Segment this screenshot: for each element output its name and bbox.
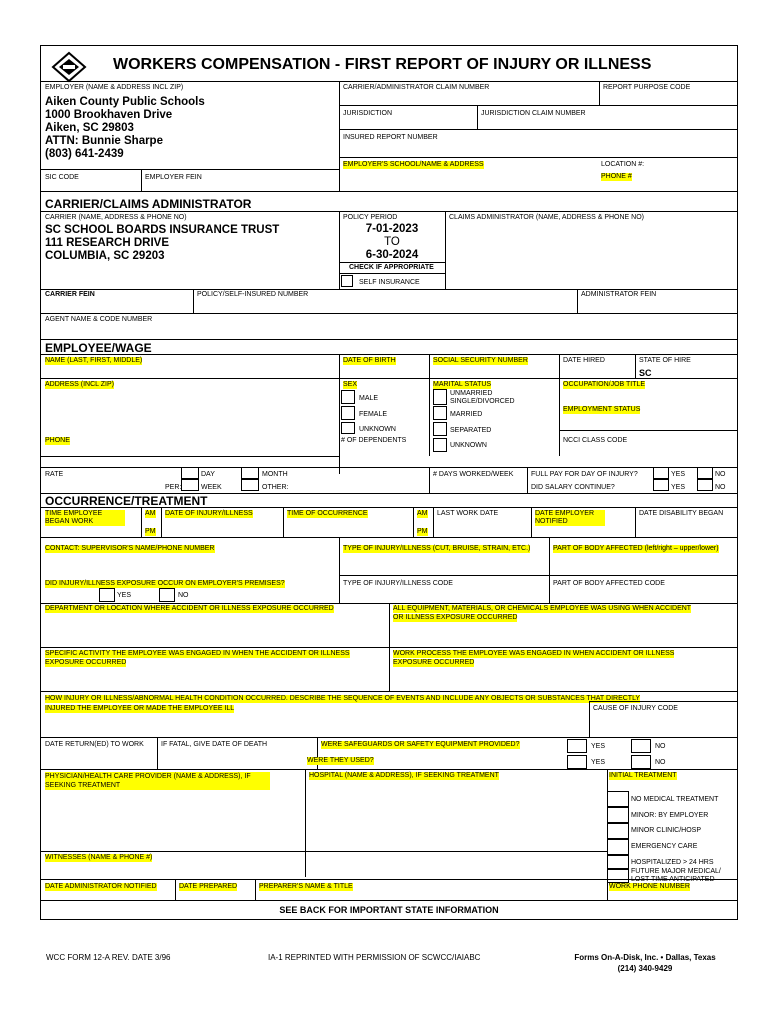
agent-label: AGENT NAME & CODE NUMBER [45, 316, 153, 323]
fatal-label: IF FATAL, GIVE DATE OF DEATH [161, 741, 268, 748]
ssn-label: SOCIAL SECURITY NUMBER [433, 357, 528, 364]
state-hire-label: STATE OF HIRE [639, 357, 691, 364]
full-pay-no-checkbox[interactable] [697, 467, 713, 479]
how-occurred-label-2: INJURED THE EMPLOYEE OR MADE THE EMPLOYEE ILL [45, 705, 235, 712]
jurisdiction-claim-label: JURISDICTION CLAIM NUMBER [481, 110, 586, 117]
treatment-5-checkbox[interactable] [607, 855, 629, 869]
unmarried-label: UNMARRIED [450, 390, 493, 397]
treatment-2-label: MINOR: BY EMPLOYER [631, 812, 709, 819]
safeguards-label: WERE SAFEGUARDS OR SAFETY EQUIPMENT PROVIDED? [321, 741, 520, 748]
see-back-notice: SEE BACK FOR IMPORTANT STATE INFORMATION [279, 905, 499, 915]
address-label: ADDRESS (INCL ZIP) [45, 381, 114, 388]
used-no: NO [655, 759, 666, 766]
full-pay-yes: YES [671, 471, 686, 478]
separated-checkbox[interactable] [433, 422, 447, 436]
injury-type-code-label: TYPE OF INJURY/ILLNESS CODE [343, 580, 453, 587]
treatment-4-checkbox[interactable] [607, 839, 629, 855]
body-part-label: PART OF BODY AFFECTED (left/right – upper/lower) [553, 545, 719, 552]
check-appropriate-label: CHECK IF APPROPRIATE [349, 264, 434, 271]
carrier-label: CARRIER (NAME, ADDRESS & PHONE NO) [45, 214, 187, 221]
days-worked-label: # DAYS WORKED/WEEK [433, 471, 514, 478]
safeguards-yes: YES [591, 743, 606, 750]
dob-label: DATE OF BIRTH [343, 357, 396, 364]
employment-status-label: EMPLOYMENT STATUS [563, 406, 641, 413]
married-label: MARRIED [450, 411, 483, 418]
week-checkbox[interactable] [181, 479, 199, 491]
employer-address: 1000 Brookhaven Drive [45, 109, 173, 121]
female-checkbox[interactable] [341, 406, 355, 420]
equipment-label-2: OR ILLNESS EXPOSURE OCCURRED [393, 614, 518, 621]
treatment-4-label: EMERGENCY CARE [631, 843, 698, 850]
treatment-2-checkbox[interactable] [607, 807, 629, 823]
safeguards-yes-checkbox[interactable] [567, 739, 587, 753]
report-purpose-label: REPORT PURPOSE CODE [603, 84, 691, 91]
date-injury-label: DATE OF INJURY/ILLNESS [165, 510, 253, 517]
self-insurance-checkbox[interactable] [341, 275, 353, 287]
salary-no-checkbox[interactable] [697, 479, 713, 491]
other-checkbox[interactable] [241, 479, 259, 491]
how-occurred-label-1: HOW INJURY OR ILLNESS/ABNORMAL HEALTH CONDITION OCCURRED. DESCRIBE THE SEQUENCE OF EVENTS AND INCLUDE ANY OBJECTS OR SUBSTANCES THAT DIRECTLY [45, 695, 641, 702]
reprint-notice: IA-1 REPRINTED WITH PERMISSION OF SCWCC/IAIABC [268, 953, 481, 962]
occupation-label: OCCUPATION/JOB TITLE [563, 381, 646, 388]
form-frame [40, 45, 738, 920]
used-label: WERE THEY USED? [307, 757, 374, 764]
full-pay-yes-checkbox[interactable] [653, 467, 669, 479]
employer-fein-label: EMPLOYER FEIN [145, 174, 202, 181]
premises-no: NO [178, 592, 189, 599]
used-no-checkbox[interactable] [631, 755, 651, 769]
treatment-1-checkbox[interactable] [607, 791, 629, 807]
rate-label: RATE [45, 471, 64, 478]
used-yes-checkbox[interactable] [567, 755, 587, 769]
carrier-claim-label: CARRIER/ADMINISTRATOR CLAIM NUMBER [343, 84, 490, 91]
occ-pm: PM [417, 528, 428, 535]
employer-city: Aiken, SC 29803 [45, 122, 134, 134]
married-checkbox[interactable] [433, 406, 447, 420]
phone-label: PHONE # [601, 173, 632, 180]
unmarried-checkbox[interactable] [433, 389, 447, 405]
last-work-label: LAST WORK DATE [437, 510, 499, 517]
began-am: AM [145, 510, 156, 517]
policy-period-label: POLICY PERIOD [343, 214, 398, 221]
preparer-label: PREPARER'S NAME & TITLE [259, 883, 353, 890]
occ-am: AM [417, 510, 428, 517]
salary-no: NO [715, 484, 726, 491]
equipment-label-1: ALL EQUIPMENT, MATERIALS, OR CHEMICALS EMPLOYEE WAS USING WHEN ACCIDENT [393, 605, 692, 612]
activity-label-1: SPECIFIC ACTIVITY THE EMPLOYEE WAS ENGAGED IN WHEN THE ACCIDENT OR ILLNESS [45, 650, 350, 657]
school-name-label: EMPLOYER'S SCHOOL/NAME & ADDRESS [343, 161, 484, 168]
body-part-code-label: PART OF BODY AFFECTED CODE [553, 580, 665, 587]
sex-unknown-checkbox[interactable] [341, 422, 355, 434]
marital-unknown-checkbox[interactable] [433, 438, 447, 452]
full-pay-no: NO [715, 471, 726, 478]
state-hire-value: SC [639, 368, 652, 378]
separated-label: SEPARATED [450, 427, 492, 434]
policy-number-label: POLICY/SELF-INSURED NUMBER [197, 291, 309, 298]
process-label-1: WORK PROCESS THE EMPLOYEE WAS ENGAGED IN WHEN ACCIDENT OR ILLNESS [393, 650, 675, 657]
process-label-2: EXPOSURE OCCURRED [393, 659, 475, 666]
admin-notified-label: DATE ADMINISTRATOR NOTIFIED [45, 883, 157, 890]
form-number: WCC FORM 12-A REV. DATE 3/96 [46, 953, 171, 962]
employer-attn: ATTN: Bunnie Sharpe [45, 135, 163, 147]
per-label: PER: [165, 484, 182, 491]
full-pay-label: FULL PAY FOR DAY OF INJURY? [531, 471, 638, 478]
dependents-label: # OF DEPENDENTS [341, 437, 407, 444]
carrier-fein-label: CARRIER FEIN [45, 291, 95, 298]
contact-label: CONTACT: SUPERVISOR'S NAME/PHONE NUMBER [45, 545, 215, 552]
activity-label-2: EXPOSURE OCCURRED [45, 659, 127, 666]
ncci-label: NCCI CLASS CODE [563, 437, 628, 444]
carrier-address: 111 RESEARCH DRIVE [45, 237, 169, 249]
salary-label: DID SALARY CONTINUE? [531, 484, 615, 491]
time-occurrence-label: TIME OF OCCURRENCE [287, 510, 368, 517]
self-insurance-label: SELF INSURANCE [359, 279, 420, 286]
occurrence-section-title: OCCURRENCE/TREATMENT [45, 494, 208, 508]
insured-report-label: INSURED REPORT NUMBER [343, 134, 438, 141]
marital-unknown-label: UNKNOWN [450, 442, 487, 449]
sex-label: SEX [343, 381, 358, 388]
marital-label: MARITAL STATUS [433, 381, 492, 388]
period-end: 6-30-2024 [365, 249, 419, 261]
publisher-line-1: Forms On-A-Disk, Inc. • Dallas, Texas [574, 953, 716, 962]
month-checkbox[interactable] [241, 467, 259, 479]
initial-treatment-label: INITIAL TREATMENT [609, 772, 677, 779]
logo-icon [51, 51, 87, 83]
premises-no-checkbox[interactable] [159, 588, 175, 602]
premises-label: DID INJURY/ILLNESS EXPOSURE OCCUR ON EMPLOYER'S PREMISES? [45, 580, 285, 587]
hospital-label: HOSPITAL (NAME & ADDRESS), IF SEEKING TREATMENT [309, 772, 499, 779]
employee-name-label: NAME (LAST, FIRST, MIDDLE) [45, 357, 143, 364]
carrier-section-title: CARRIER/CLAIMS ADMINISTRATOR [45, 197, 252, 211]
safeguards-no-checkbox[interactable] [631, 739, 651, 753]
safeguards-no: NO [655, 743, 666, 750]
male-checkbox[interactable] [341, 390, 355, 404]
form-title: WORKERS COMPENSATION - FIRST REPORT OF INJURY OR ILLNESS [113, 56, 652, 73]
female-label: FEMALE [359, 411, 388, 418]
treatment-5-label: HOSPITALIZED > 24 HRS [631, 859, 714, 866]
phone-label-emp: PHONE [45, 437, 70, 444]
disability-label: DATE DISABILITY BEGAN [639, 510, 724, 517]
used-yes: YES [591, 759, 606, 766]
treatment-3-checkbox[interactable] [607, 823, 629, 839]
work-phone-label: WORK PHONE NUMBER [609, 883, 690, 890]
witnesses-label: WITNESSES (NAME & PHONE #) [45, 854, 153, 861]
date-hired-label: DATE HIRED [563, 357, 605, 364]
notified-label: DATE EMPLOYER NOTIFIED [535, 510, 605, 526]
period-start: 7-01-2023 [365, 223, 419, 235]
day-label: DAY [201, 471, 215, 478]
injury-type-label: TYPE OF INJURY/ILLNESS (CUT, BRUISE, STRAIN, ETC.) [343, 545, 531, 552]
treatment-6-label-a: FUTURE MAJOR MEDICAL/ [631, 868, 721, 875]
male-label: MALE [359, 395, 379, 402]
carrier-name: SC SCHOOL BOARDS INSURANCE TRUST [45, 224, 280, 236]
single-label: SINGLE/DIVORCED [450, 398, 515, 405]
admin-fein-label: ADMINISTRATOR FEIN [581, 291, 657, 298]
day-checkbox[interactable] [181, 467, 199, 479]
employer-label: EMPLOYER (NAME & ADDRESS INCL ZIP) [45, 84, 184, 91]
treatment-3-label: MINOR CLINIC/HOSP [631, 827, 702, 834]
claims-admin-label: CLAIMS ADMINISTRATOR (NAME, ADDRESS & PHONE NO) [449, 214, 644, 221]
physician-label: PHYSICIAN/HEALTH CARE PROVIDER (NAME & ADDRESS), IF SEEKING TREATMENT [45, 772, 270, 790]
salary-yes: YES [671, 484, 686, 491]
month-label: MONTH [262, 471, 288, 478]
treatment-6-label-b: LOST TIME ANTICIPATED [631, 876, 715, 883]
publisher-line-2: (214) 340-9429 [617, 964, 673, 973]
carrier-city: COLUMBIA, SC 29203 [45, 250, 165, 262]
premises-yes: YES [117, 592, 132, 599]
return-work-label: DATE RETURN(ED) TO WORK [45, 741, 144, 748]
sex-unknown-label: UNKNOWN [359, 426, 396, 433]
employer-name: Aiken County Public Schools [45, 96, 205, 108]
week-label: WEEK [201, 484, 222, 491]
department-label: DEPARTMENT OR LOCATION WHERE ACCIDENT OR ILLNESS EXPOSURE OCCURRED [45, 605, 334, 612]
location-label: LOCATION #: [601, 161, 645, 168]
date-prepared-label: DATE PREPARED [179, 883, 238, 890]
began-pm: PM [145, 528, 156, 535]
treatment-6-checkbox[interactable] [607, 869, 629, 883]
jurisdiction-label: JURISDICTION [343, 110, 392, 117]
sic-code-label: SIC CODE [45, 174, 79, 181]
salary-yes-checkbox[interactable] [653, 479, 669, 491]
other-label: OTHER: [262, 484, 289, 491]
employer-phone: (803) 641-2439 [45, 148, 124, 160]
period-to: TO [384, 236, 400, 248]
premises-yes-checkbox[interactable] [99, 588, 115, 602]
cause-code-label: CAUSE OF INJURY CODE [593, 705, 678, 712]
treatment-1-label: NO MEDICAL TREATMENT [631, 796, 719, 803]
employee-section-title: EMPLOYEE/WAGE [45, 341, 152, 355]
began-work-label: TIME EMPLOYEE BEGAN WORK [45, 510, 125, 526]
